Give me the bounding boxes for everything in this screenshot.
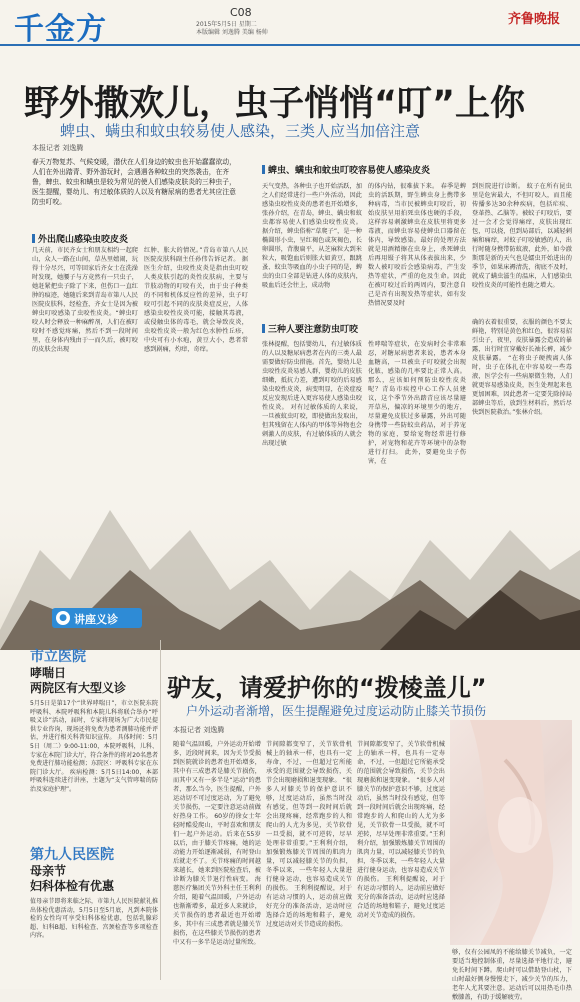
section3-text-col1: 张林提醒，包括婴幼儿，有过敏体质的人以及糖尿病患者在内的三类人最需要做好防虫措施。首先，婴幼儿是虫咬性皮炎易感人群，婴幼儿的皮肤细嫩，抵抗力差，遭到叮咬的后易感染虫咬性皮炎，病变明显，在炎症疫反应发现后进入更容易使人感染虫咬性皮炎。 对有过敏体质的人来说，一旦被蚊虫叮咬，即使做出发取出，但其残留在人体内的甲体等异物也会刺激人的皮肤，有过敏体质的人就会出现过敏 bbox=[262, 341, 362, 447]
section2-title-text: 蜱虫、螨虫和蚊虫叮咬容易使人感染皮炎 bbox=[268, 166, 431, 176]
article1-byline: 本报记者 刘逸腾 bbox=[32, 144, 84, 152]
date-line bbox=[196, 21, 326, 37]
article2-text-col1: 随着气温回暖，户外运动开始增多，近段时间来，因为关节受损到医院就诊的患者也开始增多，其中有三成患者是膝关节损伤，而其中又有一多半是“运动”的患者，那么当今，医生提醒，户外运动切不可过度运动，为了避免关节损伤，一定要注意运动前做好热身工作。 60岁的徐女士年轻时酷爱爬山，平时喜欢和朋友们一起户外运动。后来在55岁以后，由于膝关节疼痛，她的运动能力开始逐渐减弱，有时登山后就走不了。关节疼痛的时间越来越长，她来到医院检查后，被诊断为膝关节退行性病变。 海慈医疗集团关节外科主任王利利介绍，随着气温回暖，户外运动也渐渐增多，最近多人来就诊，关节损伤的患者最近也开始增多，其中有三成患者就是膝关节损伤，在这些膝关节损伤的患者中又有一多半是运动过量所致。 bbox=[173, 741, 261, 946]
badge-bullet-icon: ● bbox=[56, 611, 70, 625]
section2-title bbox=[262, 163, 430, 176]
issue-date: 2015年5月5日 星期二 bbox=[196, 21, 257, 28]
section1-title bbox=[32, 232, 128, 245]
hospital1-name: 市立医院 bbox=[30, 649, 86, 665]
section3-text-col2: 性哮喘等症状，在发病时会非常难忍，对糖尿病患者来说，患者本身血糖高，一旦被虫子叮咬就会出现化脓，感染的几率要比正常人高。 那么，应该如何预防虫咬性皮炎呢？青岛市疾控中心工作人员建议，这个季节外出踏青应该尽量避开草丛，偏凉的环境里少的地方，尽量避免皮肤过多暴露，外出可随身携带一些防蚊虫药品，对于养宠物的家庭，要给宠物经常进行修护，对宠物和花卉等环境中的杂物进行打扫。 此外，要避免虫子伤害，在 bbox=[368, 341, 466, 465]
knee-illustration-icon bbox=[450, 720, 572, 945]
mountain-illustration bbox=[0, 330, 580, 650]
article1-headline: 野外撒欢儿，虫子悄悄“叮”上你 bbox=[24, 84, 526, 124]
section1-title-text: 外出爬山感染虫咬皮炎 bbox=[38, 235, 129, 245]
section2-text-col1: 天气变热，各种虫子也开始活跃，加之人们经常进行一些户外活动，因此感染虫咬性皮炎的患者也开始增多，张孙介绍，在青岛，蜱虫、螨虫和蚊虫都容易使人们感染虫咬性皮炎。 据介绍，蜱虫俗称“草爬子”，是一种椭圆形小虫，呈红褐色或灰褐色，长卵圆形，背腹扁平，从芝麻粒大到米粒大，吸饱血后则胀大如黄豆，跟跳蚤、蚊虫等吸血的小虫子同的是，蜱虫的虫口全部是钻进人体的皮肤内，吸血后还会往上，成动物 bbox=[262, 183, 362, 289]
newspaper-name: 齐鲁晚报 bbox=[508, 12, 561, 27]
hospital1-text: 5月5日是第17个“世界哮喘日”，市立医院东院呼吸科、本院呼吸科和本院儿科将联合举办“呼吸义诊”活动，届时，专家将现场为广大市民提供专业咨询，现场还将免费为患者测肺功能并评估，并进行相关科普知识宣传。 具体时间：5月5日（周二）9:00-11:00，本院呼吸科，儿科、专家在本院门诊大厅，符合条件的将对20名患者免费进行肺功能检测；东院区：呼吸科专家在东院门诊大厅。 疾病检测：5月5日14:00，本部呼吸科连续进行讲座，主题为“支气管哮喘的防治及家庭护理”。 bbox=[30, 700, 158, 793]
hospital2-name: 第九人民医院 bbox=[30, 847, 114, 863]
hospital2-text: 值母亲节即将来临之际，市第九人民医院献礼推出体检优惠活动，5月5日至5月底，凡到本院体检的女性均可享受妇科体检优惠，包括乳腺彩超、妇科B超、妇科检查、宫颈检查等多项检查内容。 bbox=[30, 898, 158, 940]
section2-text-col3: 到医院进行诊断。 蚊子在所有昆虫里是危害最大，不但叮咬人，而且能传播多达30余种疾病，包括疟疾、登革热、乙脑等。被蚊子叮咬后，要过一会才会觉得痛痒，皮肤出现红包，可以挠，但到局部后，以减轻刺痛和痛痒，对蚊子叮咬敏感的人，出行时随身携带防蚊液，此外，如今澈斯那是新的天气也是蠕虫开始进出的季节，如果床褥清洗，彻底不及时，就成了螨虫滋生的温床，人们感染虫咬性皮炎的可能性也随之增大。 bbox=[472, 183, 572, 289]
section2-text-col2: 的体内钻，很难拔下来。 春季是蜱虫的活跃期，野生蜱虫身上携带多种病毒，当市民被蜱虫叮咬后，初始皮肤呈用拍死虫体也硬的手段，这样容易刺激蜱虫在皮肤里将更多毒液，而蜱虫容易使蜱虫口器留在体内，导致感染。最好的处理方法就是用酒精擦在虫身上，杀死蜱虫后再用镊子将其从体表拔出来，少数人被叮咬后会感染病毒，产生发热等症状，严重的危及生命。因此在被叮咬过后的两周内，要注意自己是否有出现发热等症状，如有发热情况要及时 bbox=[368, 183, 466, 307]
article2-text-col2b: 节间隙都变窄了，关节软骨机械上的轴承一样，也具有一定寿命，不过，一但超过它所能承受的范围就会导致损伤，关节会出现磨损和退变现象。 “很多人对膝关节的保护意识不够，过度运动后，虽然当时没有感觉，但等到一段时间后就会出现疼痛，经常跑步的人和爬山的人尤为多见，关节软骨一旦受损，就不可逆转，尽早处理非常重要。”王利利介绍，加强锻炼膝关节周围的肌肉力量，可以减轻膝关节的负担，冬季以来，一些年轻人大量进行健身运动，也容易造成关节的损伤。 王利利提醒说，对于有运动习惯的人，运动前应做好充分的准备活动，运动时应选择合适的场地和鞋子，避免过度运动对关节造成的损伤。 bbox=[357, 741, 445, 919]
masthead bbox=[0, 0, 580, 46]
section1-text-col1: 几天前，市民齐女士和朋友相约一起爬山，众人一路在山间，草丛里嬉闹，玩得十分尽兴，可等回家后齐女士在洗澡时发现，她腰子与方竟然有一只虫子，她赶紧把虫子除了下来，但伤口一直红肿的痕迹，她随后来到青岛市第八人民医院皮肤科，经检查，齐女士是因为被蜱虫叮咬感染了虫咬性皮炎。“蜱虫叮咬人时会释放一种麻醉剂，人们在被叮咬时不感觉疼痛，然后不到一段时间里，在身体内残由于一而久后，被叮咬的皮肤会出现 bbox=[32, 247, 138, 353]
lecture-clinic-badge bbox=[52, 608, 142, 628]
hospital1-notice bbox=[30, 646, 158, 840]
section1-text-col2: 红肿、胀大的情况。”青岛市第八人民医院皮肤科副主任孙伟告诉记者。 据医生介绍，虫咬性皮炎是指由虫叮咬人类皮肤引起的炎性皮肤病，主要与节肢动物的叮咬有关，由于虫子种类的不同和机体反应性的差异，虫子叮咬可引起不同的皮肤炎症反应，人体感染虫咬性皮炎可能，接触其毒液，或侵触虫体的毒毛，就会导致皮炎，虫咬性皮炎一般为红色水肿性丘疹，中央可有小水疱，黄豆大小，患者常感到剧痛，灼痒，奇痒。 bbox=[144, 247, 248, 353]
hospital2-title-1: 母亲节 bbox=[30, 864, 67, 878]
article2-text-col2: 节间隙都变窄了，关节软骨机械上的轴承一样，也具有一定寿命，不过，一但超过它所能承受的范围就会导致损伤，关节会出现磨损和退变现象。 “很多人对膝关节的保护意识不够，过度运动后，虽然当时没有感觉，但等到一段时间后就会出现疼痛，经常跑步的人和爬山的人尤为多见，关节软骨一旦受损，就不可逆转，尽早处理非常重要。”王利利介绍，加强锻炼膝关节周围的肌肉力量，可以减轻膝关节的负担，冬季以来，一些年轻人大量进行健身运动，也容易造成关节的损伤。 王利利提醒说，对于有运动习惯的人，运动前应做好充分的准备活动，运动时应选择合适的场地和鞋子，避免过度运动对关节造成的损伤。 bbox=[266, 741, 352, 928]
article2-byline: 本报记者 刘逸腾 bbox=[173, 726, 225, 734]
section3-text-col3: 确的衣着很重要，衣服的颜色不要太鲜艳，特别是黄色和红色，很容易招引虫子，夜里，皮肤暴露会造成的暴露，出行时宜穿戴好长袖长裤，减少皮肤暴露。 “在将虫子硬拽离人体时，虫子在体扎在中容易咬一些毒液，医学会有一些病原微生物，人们就更容易感染皮炎，医生处理起来也更加困难，因此患者一定要先除掉局部蜱虫等后，放到生材料后，然后尽快到医院救治。”张林介绍。 bbox=[472, 319, 572, 416]
hospital1-title-1: 哮喘日 bbox=[30, 666, 67, 680]
article2-text-col3: 够，仅有公园凤的不能给膝关节减负，一定要适当地控制体重，尽量选择平地行走，避免长时间下蹲。爬山时可以借助登山杖，下山时最好侧身慢慢走下，减少关节的压力，老年人尤其要注意。运动后可以用热毛巾热敷膝盖，有助于缓解疲劳。 bbox=[452, 949, 572, 1001]
badge-label: 讲座义诊 bbox=[74, 613, 118, 626]
page-number: C08 bbox=[230, 6, 252, 19]
hospital1-title-2: 两院区有大型义诊 bbox=[30, 681, 127, 695]
article2-subhead: 户外运动者渐增，医生提醒避免过度运动防止膝关节损伤 bbox=[186, 704, 487, 718]
section-logo: 千金方 bbox=[14, 12, 107, 47]
hospital2-title-2: 妇科体检有优惠 bbox=[30, 879, 115, 893]
column-divider bbox=[160, 640, 161, 980]
article1-lead: 春天万物复苏、气候变暖，潜伏在人们身边的蚊虫也开始蠢蠢欲动，人们在外出踏青、野外游玩时，会遇遇各种蚊虫的突然袭击，在齐鲁，蜱虫、蚊虫和螨虫是较为常见的使人们感染皮肤炎的三种虫子，医生提醒，婴幼儿、有过敏体质的人以及有糖尿病的患者尤其应注意防虫叮咬。 bbox=[32, 158, 236, 206]
article1-subhead: 蜱虫、螨虫和蚊虫较易使人感染，三类人应当加倍注意 bbox=[60, 122, 421, 140]
article2-headline: 驴友，请爱护你的“拨棱盖儿” bbox=[167, 674, 487, 702]
knee-photo bbox=[450, 720, 572, 945]
hospital2-notice bbox=[30, 844, 158, 978]
editor-credits: 本版编辑 刘逸腾 美编 杨帅 bbox=[196, 29, 268, 36]
section3-title-text: 三种人要注意防虫叮咬 bbox=[268, 325, 359, 335]
